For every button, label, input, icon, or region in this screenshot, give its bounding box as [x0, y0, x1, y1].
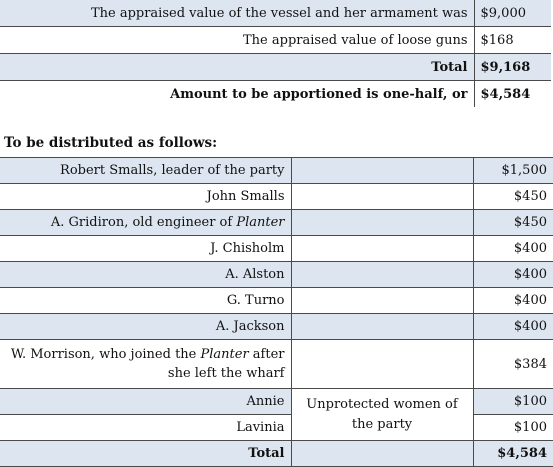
table-row — [0, 314, 553, 340]
summary-total-label: Total — [0, 54, 474, 81]
recipient-name: A. Alston — [0, 262, 291, 288]
table-row — [0, 262, 553, 288]
vessel-name: Planter — [236, 215, 285, 230]
recipient-name: A. Gridiron, old engineer of Planter — [0, 210, 291, 236]
table-row — [0, 54, 551, 81]
summary-table — [0, 0, 551, 107]
table-row — [0, 236, 553, 262]
recipient-amount: $400 — [473, 288, 553, 314]
apportion-label: Amount to be apportioned is one-half, or — [170, 86, 468, 102]
recipient-amount: $1,500 — [473, 158, 553, 184]
recipient-name: J. Chisholm — [0, 236, 291, 262]
summary-total-amount: $9,168 — [474, 54, 551, 81]
recipient-name: Robert Smalls, leader of the party — [0, 158, 291, 184]
table-row — [0, 288, 553, 314]
summary-label: The appraised value of loose guns — [0, 27, 474, 54]
table-row — [0, 389, 553, 415]
recipient-amount: $450 — [473, 184, 553, 210]
table-row — [0, 0, 551, 27]
recipient-name: W. Morrison, who joined the Planter after she left the wharf — [0, 340, 291, 389]
table-row — [0, 184, 553, 210]
summary-label: The appraised value of the vessel and her armament was — [0, 0, 474, 27]
recipient-amount: $100 — [473, 415, 553, 441]
table-row — [0, 340, 553, 389]
recipient-amount: $450 — [473, 210, 553, 236]
table-row — [0, 27, 551, 54]
distribution-total-amount: $4,584 — [473, 441, 553, 467]
recipient-amount: $384 — [473, 340, 553, 389]
table-row — [0, 210, 553, 236]
summary-amount: $9,000 — [474, 0, 551, 27]
recipient-name: G. Turno — [0, 288, 291, 314]
recipient-name: Lavinia — [0, 415, 291, 441]
table-row — [0, 81, 551, 108]
recipient-name: John Smalls — [0, 184, 291, 210]
recipient-name: A. Jackson — [0, 314, 291, 340]
vessel-name: Planter — [200, 347, 249, 362]
recipient-amount: $100 — [473, 389, 553, 415]
group-note: Unprotected women of the party — [291, 389, 473, 441]
recipient-amount: $400 — [473, 236, 553, 262]
table-row — [0, 158, 553, 184]
distribution-table — [0, 157, 553, 467]
distribution-total-label: Total — [0, 441, 291, 467]
distribution-heading: To be distributed as follows: — [4, 135, 218, 151]
summary-amount: $168 — [474, 27, 551, 54]
recipient-name: Annie — [0, 389, 291, 415]
recipient-amount: $400 — [473, 314, 553, 340]
apportion-amount: $4,584 — [474, 81, 551, 108]
recipient-amount: $400 — [473, 262, 553, 288]
